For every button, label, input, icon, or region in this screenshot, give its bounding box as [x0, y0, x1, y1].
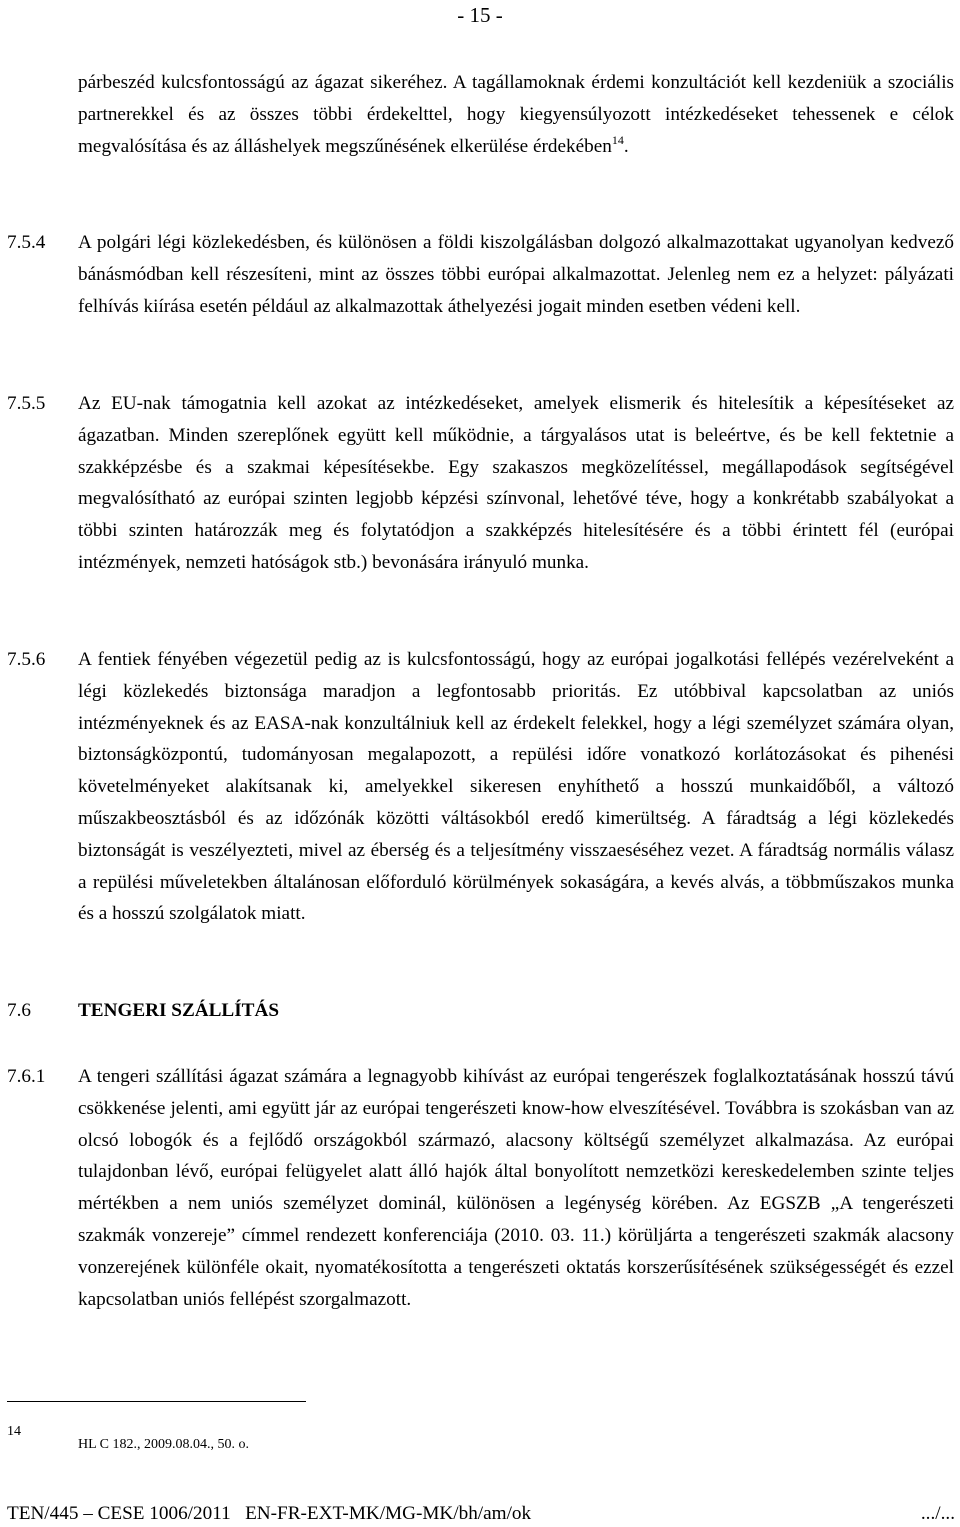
- section-heading: TENGERI SZÁLLÍTÁS: [78, 1000, 280, 1021]
- paragraph-7-6-1: A tengeri szállítási ágazat számára a legnagyobb kihívást az európai tengerészek foglalkoztatásának hosszú távú csökkenése jelenti, ami együtt jár az európai tengerészeti know-how elveszítésével. Továbbra is szokásban van az olcsó lobogók és a fejlődő országokból származó, alacsony költségű személyzet alkalmazása. Az európai tulajdonban lévő, európai felügyelet alatt álló hajók által bonyolított nemzetközi kereskedelemben szinte teljes mértékben a nem uniós személyzet dominál, különösen a legénység körében. Az EGSZB „A tengerészeti szakmák vonzereje” címmel rendezett konferenciája (2010. 03. 11.) körüljárta a tengerészeti szakmák alacsony vonzerejének különféle okait, nyomatékosította a tengerészeti oktatás korszerűsítésének szükségességét és ezzel kapcsolatban uniós fellépést szorgalmazott.: [78, 1066, 954, 1310]
- footnote-number: 14: [7, 1424, 21, 1439]
- intro-paragraph: [78, 67, 954, 162]
- paragraph-7-5-6: A fentiek fényében végezetül pedig az is kulcsfontosságú, hogy az európai jogalkotási fellépés vezérelveként a légi közlekedés biztonsága maradjon a legfontosabb prioritás. Ez utóbbival kapcsolatban az uniós intézményeknek és az EASA-nak konzultálniuk kell az érdekelt felekkel, hogy a légi személyzet számára olyan, biztonságközpontú, tudományosan megalapozott, a repülési időre vonatkozó korlátozásokat és pihenési követelményeket alakítsanak ki, amelyekkel sikeresen enyhíthető a hosszú munkaidőből, a változó műszakbeosztásból és az időzónák közötti váltásokból eredő kimerültség. A fáradtság a légi közlekedés biztonságát is veszélyezteti, mivel az éberség és a teljesítmény visszaeséséhez vezet. A fáradtság normális válasz a repülési műveletekben általánosan előforduló körülmények sokaságára, a kevés alvás, a többműszakos munka és a hosszú szolgálatok miatt.: [78, 649, 954, 925]
- paragraph-7-5-5: Az EU-nak támogatnia kell azokat az intézkedéseket, amelyek elismerik és hitelesítik a képesítéseket az ágazatban. Minden szereplőnek együtt kell működnie, a tárgyalásos utat is beleértve, és be kell fektetnie a szakképzésbe és a szakmai képesítésekbe. Egy szakaszos megközelítéssel, megállapodások segítségével megvalósítható az európai szinten legjobb képzési színvonal, lehetővé téve, hogy a konkrétabb szabályokat a többi szinten határozzák meg és folytatódjon a szakképzés hitelesítésére és a többi érintett fél (európai intézmények, nemzeti hatóságok stb.) bevonására irányuló munka.: [78, 393, 954, 573]
- paragraph-number-7-5-6: 7.5.6: [7, 649, 46, 670]
- paragraph-7-5-4: A polgári légi közlekedésben, és különösen a földi kiszolgálásban dolgozó alkalmazottakat ugyanolyan kedvező bánásmódban kell részesíteni, mint az összes többi európai alkalmazottat. Jelenleg nem ez a helyzet: pályázati felhívás kiírása esetén például az alkalmazottak áthelyezési jogait minden esetben védeni kell.: [78, 232, 954, 317]
- intro-text: párbeszéd kulcsfontosságú az ágazat sikeréhez. A tagállamoknak érdemi konzultációt kell kezdeniük a szociális partnerekkel és az összes többi érdekelttel, hogy kiegyensúlyozott intézkedéseket tehessenek e célok megvalósítása és az álláshelyek megszűnésének elkerülése érdekében: [78, 72, 954, 157]
- document-reference: TEN/445 – CESE 1006/2011 EN-FR-EXT-MK/MG-MK/bh/am/ok: [7, 1503, 532, 1524]
- section-number: 7.6: [7, 1000, 31, 1021]
- footnote-separator: [7, 1401, 306, 1402]
- paragraph-number-7-6-1: 7.6.1: [7, 1066, 46, 1087]
- footnote-text: HL C 182., 2009.08.04., 50. o.: [78, 1437, 249, 1452]
- continuation-mark: .../...: [920, 1503, 955, 1524]
- paragraph-number-7-5-5: 7.5.5: [7, 393, 46, 414]
- paragraph-number-7-5-4: 7.5.4: [7, 232, 46, 253]
- intro-end: .: [623, 135, 629, 157]
- page-number: - 15 -: [457, 3, 503, 27]
- footnote-reference[interactable]: 14: [611, 132, 624, 147]
